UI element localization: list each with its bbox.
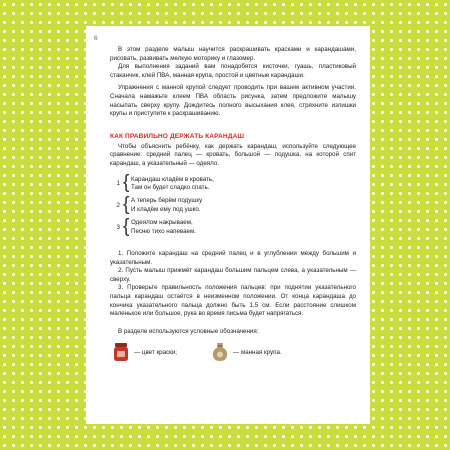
brace-icon: { (123, 193, 130, 215)
poem-stanza (110, 215, 356, 237)
document-page (86, 26, 370, 424)
poem-number: 2 (116, 202, 120, 210)
legend (110, 342, 356, 362)
compare-paragraph: Чтобы объяснить ребёнку, как держать карандаш, используйте следующее сравнение: средний палец — кровать, большой — подушка, на которой спит карандаш, а указательный — одеяло. (110, 142, 356, 167)
poem-line: А теперь берём подушку (131, 197, 203, 205)
intro-paragraph-1: В этом разделе малыш научится раскрашивать красками и карандашами, рисовать, развивать мелкую моторику и глазомер. (110, 46, 356, 62)
legend-text-semolina: — манная крупа. (233, 348, 282, 356)
legend-text-paint: — цвет краски; (134, 348, 178, 356)
semolina-bag-icon (211, 342, 229, 362)
legend-item-semolina (211, 342, 282, 362)
page-number: 6 (94, 35, 98, 42)
poem-line: И кладём ему под ушко. (131, 205, 201, 213)
step-3: 3. Проверьте правильность положения пальцев: при поднятии указательного пальца карандаш остаётся в неизменном положении. От конца карандаша до кончика указательного пальца должно быть 1,5 см. Если расстояние слишком маленькое или большое, рука во время письма будет напрягаться. (110, 284, 356, 318)
section-heading: КАК ПРАВИЛЬНО ДЕРЖАТЬ КАРАНДАШ (110, 132, 245, 140)
brace-icon: { (123, 171, 130, 193)
intro-paragraph-2: Для выполнения заданий вам понадобятся кисточки, гуашь, пластиковый стаканчик, клей ПВА, манная крупа, простой и цветные карандаши. (110, 63, 356, 79)
brace-icon: { (123, 215, 130, 237)
paint-jar-icon (112, 342, 130, 362)
poem-number: 3 (116, 224, 120, 232)
poem-line: Одеялом накрываем, (131, 219, 193, 227)
legend-item-paint (112, 342, 177, 362)
poem-line: Там он будет сладко спать. (131, 183, 210, 191)
step-1: 1. Положите карандаш на средний палец и в углублении между большим и указательным. (110, 249, 356, 266)
poem-number: 1 (116, 180, 120, 188)
poem-line: Карандаш кладём в кровать, (131, 175, 214, 183)
step-2: 2. Пусть малыш прижмёт карандаш большим пальцем слева, а указательным — сверху. (110, 267, 356, 283)
intro-paragraph-3: Упражнения с манной крупой следует проводить при вашем активном участии. Сначала намажьте клеем ПВА область рисунка, затем предложите малышу насыпать сверху крупу. Дождитесь полного высыхания клея, стряхните излишки крупы и приступите к раскрашиванию. (110, 84, 356, 118)
poem-line: Песню тихо напеваем. (131, 227, 196, 235)
legend-intro: В разделе используются условные обозначения: (118, 327, 259, 335)
poem-stanza (110, 171, 356, 193)
poem-stanza (110, 193, 356, 215)
